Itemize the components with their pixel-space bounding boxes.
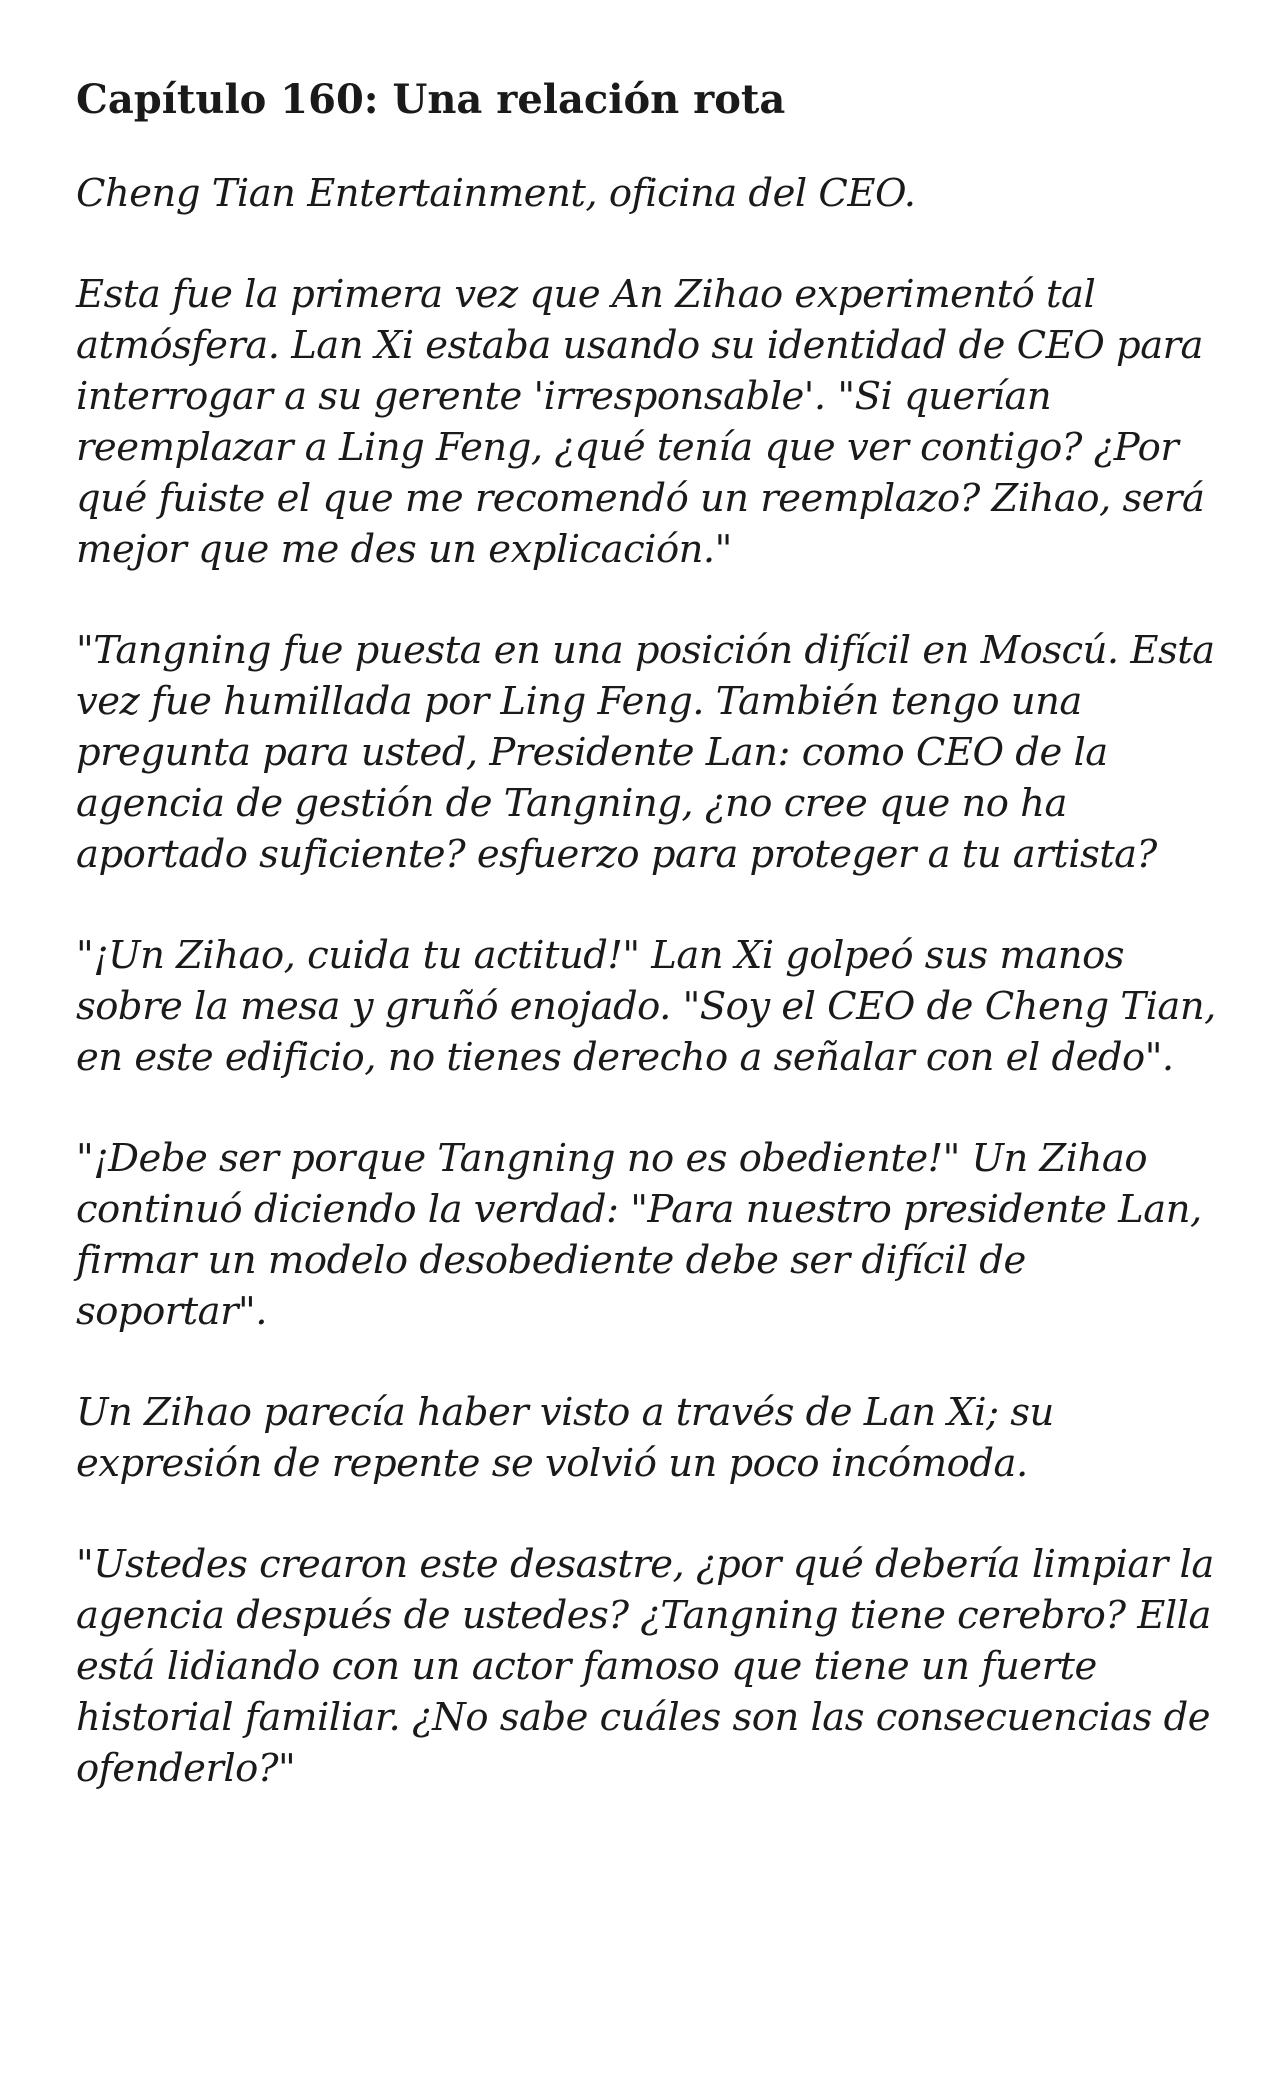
paragraph: "Tangning fue puesta en una posición difícil en Moscú. Esta vez fue humillada por Ling Feng. También tengo una pregunta para usted, Presidente Lan: como CEO de la agencia de gestión de Tangning, ¿no cree que no ha aportado suficiente? esfuerzo para proteger a tu artista? — [76, 628, 1215, 877]
paragraph: Un Zihao parecía haber visto a través de Lan Xi; su expresión de repente se volvió un poco incómoda. — [76, 1390, 1054, 1486]
paragraph: Esta fue la primera vez que An Zihao experimentó tal atmósfera. Lan Xi estaba usando su identidad de CEO para interrogar a su gerente 'irresponsable'. "Si querían reemplazar a Ling Feng, ¿qué tenía que ver contigo? ¿Por qué fuiste el que me recomendó un reemplazo? Zihao, será mejor que me des un explicación." — [76, 272, 1205, 572]
paragraph: "¡Debe ser porque Tangning no es obediente!" Un Zihao continuó diciendo la verdad: "Para nuestro presidente Lan, firmar un modelo desobediente debe ser difícil de soportar". — [76, 1136, 1202, 1334]
paragraph: "Ustedes crearon este desastre, ¿por qué debería limpiar la agencia después de ustedes? ¿Tangning tiene cerebro? Ella está lidiando con un actor famoso que tiene un fuerte historial familiar. ¿No sabe cuáles son las consecuencias de ofenderlo?" — [76, 1542, 1214, 1791]
paragraph: "¡Un Zihao, cuida tu actitud!" Lan Xi golpeó sus manos sobre la mesa y gruñó enojado. "Soy el CEO de Cheng Tian, en este edificio, no tienes derecho a señalar con el dedo". — [76, 933, 1216, 1080]
paragraph-scene: Cheng Tian Entertainment, oficina del CEO. — [76, 171, 916, 216]
document-content — [76, 70, 1216, 1794]
chapter-title: Capítulo 160: Una relación rota — [76, 76, 786, 123]
